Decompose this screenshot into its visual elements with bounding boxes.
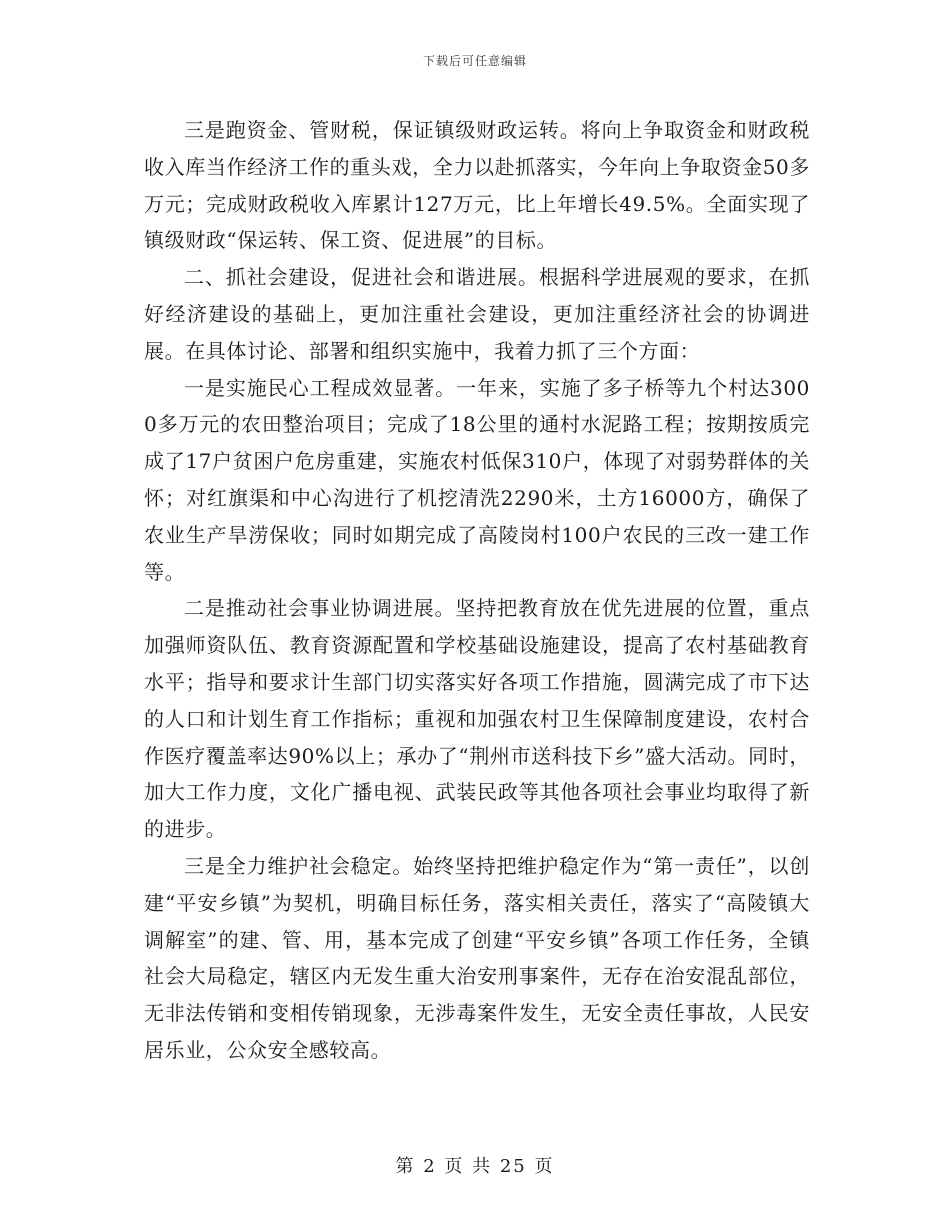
- paragraph-livelihood-projects: 一是实施民心工程成效显著。一年来，实施了多子桥等九个村达3000多万元的农田整治项目；完成了18公里的通村水泥路工程；按期按质完成了17户贫困户危房重建，实施农村低保310户，体现了对弱势群体的关怀；对红旗渠和中心沟进行了机挖清洗2290米，土方16000方，确保了农业生产旱涝保收；同时如期完成了高陵岗村100户农民的三改一建工作等。: [144, 375, 810, 584]
- paragraph-social-stability: 三是全力维护社会稳定。始终坚持把维护稳定作为“第一责任”，以创建“平安乡镇”为契机，明确目标任务，落实相关责任，落实了“高陵镇大调解室”的建、管、用，基本完成了创建“平安乡镇”各项工作任务，全镇社会大局稳定，辖区内无发生重大治安刑事案件，无存在治安混乱部位，无非法传销和变相传销现象，无涉毒案件发生，无安全责任事故，人民安居乐业，公众安全感较高。: [144, 853, 810, 1062]
- paragraph-finance: 三是跑资金、管财税，保证镇级财政运转。将向上争取资金和财政税收入库当作经济工作的重头戏，全力以赴抓落实，今年向上争取资金50多万元；完成财政税收入库累计127万元，比上年增长49.5%。全面实现了镇级财政“保运转、保工资、促进展”的目标。: [144, 118, 810, 253]
- paragraph-social-construction: 二、抓社会建设，促进社会和谐进展。根据科学进展观的要求，在抓好经济建设的基础上，更加注重社会建设，更加注重经济社会的协调进展。在具体讨论、部署和组织实施中，我着力抓了三个方面：: [144, 265, 810, 363]
- document-body: [144, 112, 810, 1069]
- page-number: 第 2 页 共 25 页: [395, 1156, 555, 1177]
- header-note: 下载后可任意编辑: [422, 54, 527, 68]
- paragraph-social-undertakings: 二是推动社会事业协调进展。坚持把教育放在优先进展的位置，重点加强师资队伍、教育资源配置和学校基础设施建设，提高了农村基础教育水平；指导和要求计生部门切实落实好各项工作措施，圆满完成了市下达的人口和计划生育工作指标；重视和加强农村卫生保障制度建设，农村合作医疗覆盖率达90%以上；承办了“荆州市送科技下乡”盛大活动。同时，加大工作力度，文化广播电视、武装民政等其他各项社会事业均取得了新的进步。: [144, 596, 810, 842]
